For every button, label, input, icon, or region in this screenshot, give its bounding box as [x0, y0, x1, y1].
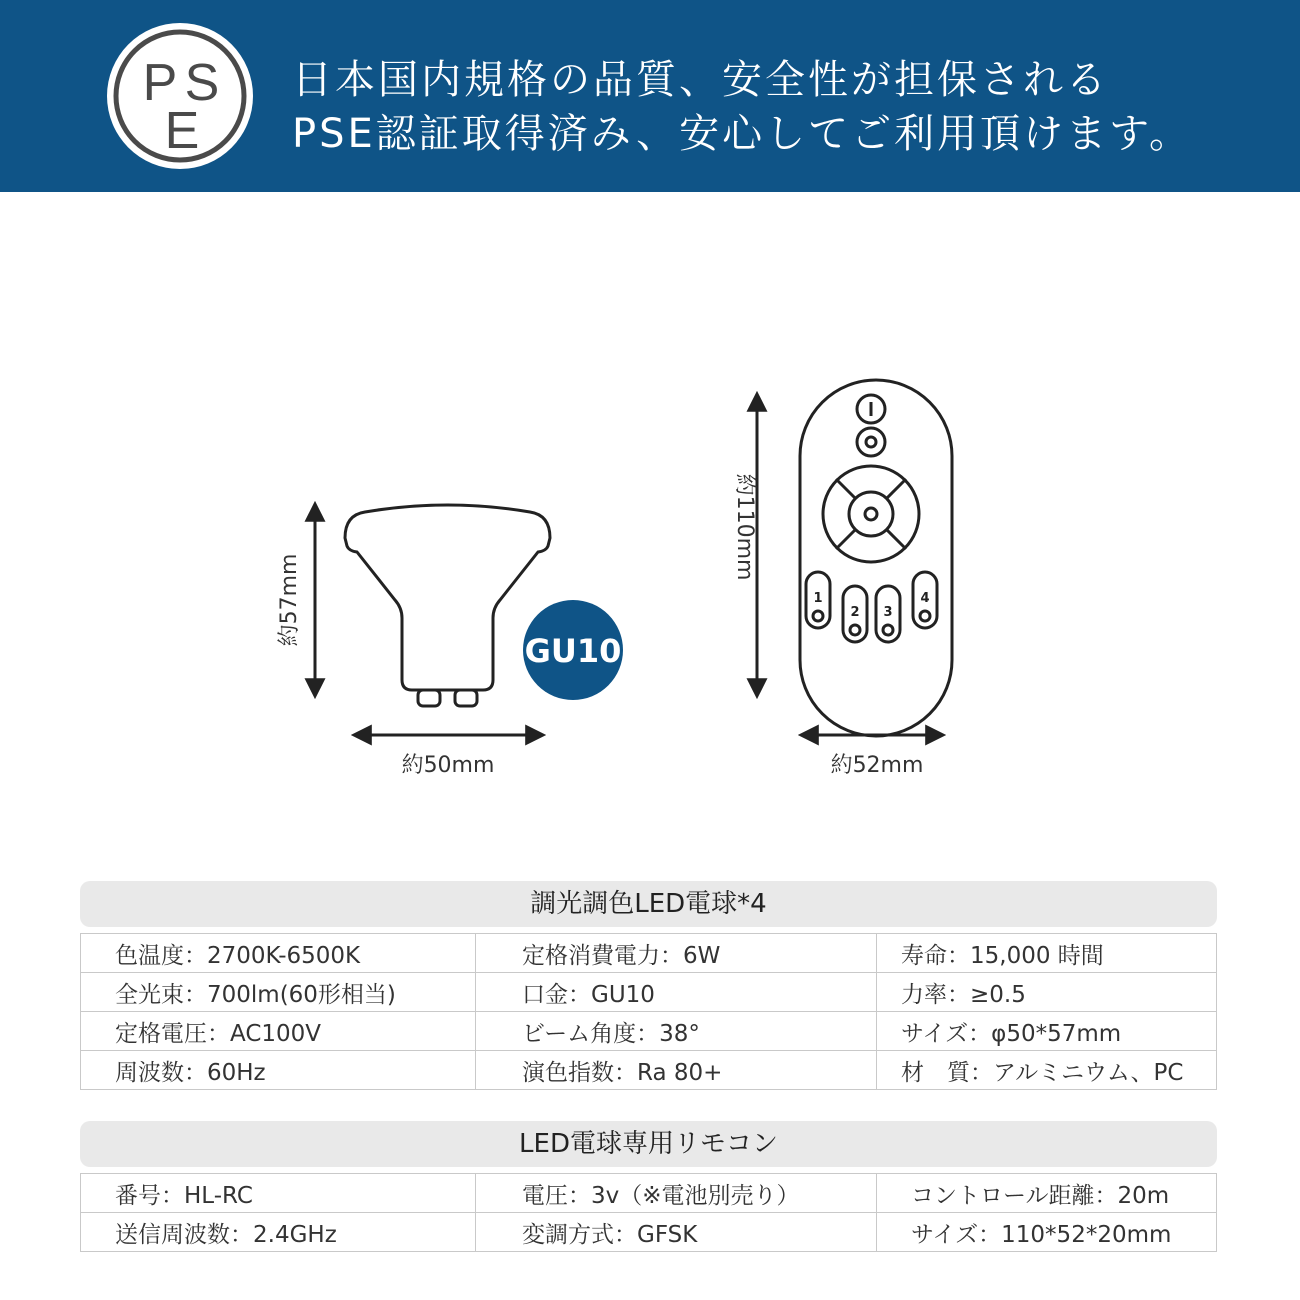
- remote-spec-title: LED電球専用リモコン: [80, 1121, 1217, 1167]
- spec-cell: 定格電圧：AC100V: [81, 1012, 476, 1051]
- remote-ch-1: 1: [813, 591, 823, 606]
- banner-line-1: 日本国内規格の品質、安全性が担保される: [292, 57, 1109, 103]
- bulb-spec-section: [80, 881, 1217, 1090]
- remote-spec-section: [80, 1121, 1217, 1252]
- remote-ch-3: 3: [883, 605, 893, 620]
- table-row: [81, 934, 1217, 973]
- table-row: [81, 1012, 1217, 1051]
- table-row: [81, 1213, 1217, 1252]
- spec-cell: 電圧：3v（※電池別売り）: [476, 1174, 877, 1213]
- table-row: [81, 1051, 1217, 1090]
- remote-ch-2: 2: [850, 605, 860, 620]
- spec-cell: 周波数：60Hz: [81, 1051, 476, 1090]
- spec-cell: 全光束：700lm(60形相当): [81, 973, 476, 1012]
- gu10-bulb-icon: [345, 505, 550, 706]
- bulb-spec-title: 調光調色LED電球*4: [80, 881, 1217, 927]
- pse-logo-icon: [104, 20, 256, 172]
- spec-cell: ビーム角度：38°: [476, 1012, 877, 1051]
- remote-ch-4: 4: [920, 591, 930, 606]
- pse-logo-p: P: [142, 54, 178, 112]
- bulb-height-label: 約57mm: [277, 553, 302, 647]
- spec-cell: 色温度：2700K-6500K: [81, 934, 476, 973]
- spec-cell: 変調方式：GFSK: [476, 1213, 877, 1252]
- remote-control-icon: [800, 380, 952, 736]
- table-row: [81, 1174, 1217, 1213]
- spec-cell: 送信周波数：2.4GHz: [81, 1213, 476, 1252]
- spec-cell: 口金：GU10: [476, 973, 877, 1012]
- pse-banner: [0, 0, 1300, 192]
- bulb-spec-table: [80, 933, 1217, 1090]
- remote-spec-table: [80, 1173, 1217, 1252]
- spec-cell: コントロール距離：20m: [877, 1174, 1217, 1213]
- remote-height-label: 約110mm: [732, 473, 757, 581]
- table-row: [81, 973, 1217, 1012]
- remote-width-label: 約52mm: [830, 753, 924, 778]
- spec-cell: 材 質：アルミニウム、PC: [877, 1051, 1217, 1090]
- spec-cell: サイズ：φ50*57mm: [877, 1012, 1217, 1051]
- spec-cell: 寿命：15,000 時間: [877, 934, 1217, 973]
- spec-cell: 力率：≥0.5: [877, 973, 1217, 1012]
- pse-logo-e: E: [164, 102, 200, 160]
- banner-line-2: PSE認証取得済み、安心してご利用頂けます。: [292, 111, 1192, 157]
- spec-cell: サイズ：110*52*20mm: [877, 1213, 1217, 1252]
- gu10-badge-label: GU10: [524, 632, 622, 670]
- bulb-width-label: 約50mm: [401, 753, 495, 778]
- pse-logo-s: S: [184, 54, 220, 112]
- spec-cell: 番号：HL-RC: [81, 1174, 476, 1213]
- spec-cell: 演色指数：Ra 80+: [476, 1051, 877, 1090]
- diagram-drawing: [0, 192, 1300, 852]
- spec-cell: 定格消費電力：6W: [476, 934, 877, 973]
- product-diagram: [0, 192, 1300, 852]
